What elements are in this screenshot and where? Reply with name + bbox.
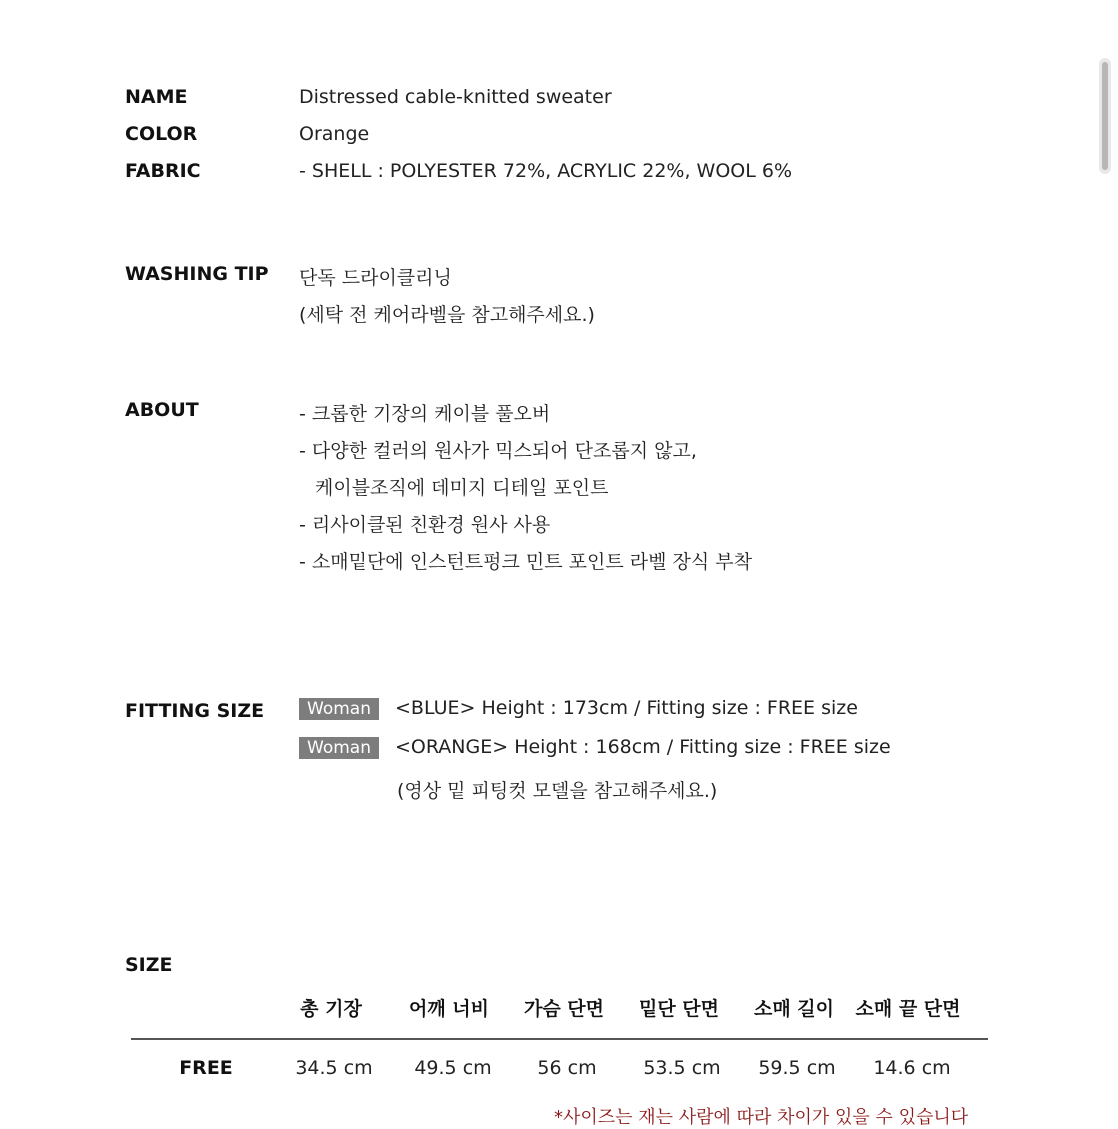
size-cell: 49.5 cm	[414, 1057, 492, 1079]
size-header: 가슴 단면	[523, 998, 605, 1020]
fabric-label: FABRIC	[125, 160, 201, 182]
fitting-row-text: <BLUE> Height : 173cm / Fitting size : FREE size	[395, 697, 858, 719]
table-divider	[131, 1038, 988, 1040]
woman-badge: Woman	[299, 737, 379, 759]
color-value: Orange	[299, 123, 370, 145]
size-label: SIZE	[125, 954, 173, 976]
about-label: ABOUT	[125, 399, 199, 421]
about-line: 케이블조직에 데미지 디테일 포인트	[315, 477, 609, 499]
name-value: Distressed cable-knitted sweater	[299, 86, 612, 108]
size-header: 소매 길이	[753, 998, 835, 1020]
size-cell: 56 cm	[537, 1057, 597, 1079]
about-line: - 소매밑단에 인스턴트펑크 민트 포인트 라벨 장식 부착	[299, 551, 752, 573]
size-row-label: FREE	[179, 1057, 233, 1079]
size-header: 밑단 단면	[638, 998, 720, 1020]
fitting-row-text: <ORANGE> Height : 168cm / Fitting size : FREE size	[395, 736, 891, 758]
size-cell: 14.6 cm	[873, 1057, 951, 1079]
size-cell: 59.5 cm	[758, 1057, 836, 1079]
size-note: *사이즈는 재는 사람에 따라 차이가 있을 수 있습니다	[554, 1107, 969, 1128]
size-header: 어깨 너비	[408, 998, 490, 1020]
scrollbar-thumb[interactable]	[1102, 62, 1108, 170]
about-line: - 다양한 컬러의 원사가 믹스되어 단조롭지 않고,	[299, 440, 697, 462]
name-label: NAME	[125, 86, 188, 108]
washing-tip-note: (세탁 전 케어라벨을 참고해주세요.)	[299, 304, 595, 326]
about-line: - 크롭한 기장의 케이블 풀오버	[299, 403, 551, 425]
size-header: 총 기장	[300, 998, 362, 1020]
size-header: 소매 끝 단면	[855, 998, 961, 1020]
size-cell: 34.5 cm	[295, 1057, 373, 1079]
about-line: - 리사이클된 친환경 원사 사용	[299, 514, 551, 536]
woman-badge: Woman	[299, 698, 379, 720]
fabric-value: - SHELL : POLYESTER 72%, ACRYLIC 22%, WOOL 6%	[299, 160, 792, 182]
fitting-size-label: FITTING SIZE	[125, 700, 265, 722]
fitting-note: (영상 밑 피팅컷 모델을 참고해주세요.)	[397, 780, 718, 802]
washing-tip-line: 단독 드라이클리닝	[299, 267, 452, 289]
washing-tip-label: WASHING TIP	[125, 263, 269, 285]
color-label: COLOR	[125, 123, 198, 145]
size-cell: 53.5 cm	[643, 1057, 721, 1079]
